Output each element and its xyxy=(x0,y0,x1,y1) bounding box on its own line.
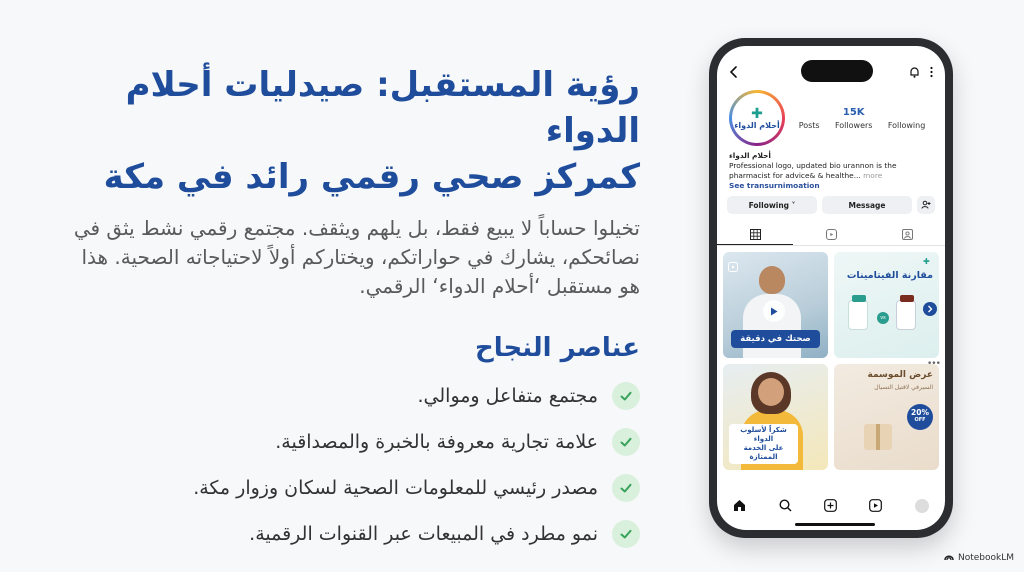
woman-illustration-face xyxy=(758,378,784,406)
post-customer-testimonial[interactable] xyxy=(723,364,828,470)
success-factor-text: مصدر رئيسي للمعلومات الصحية لسكان وزوار مكة. xyxy=(193,477,598,499)
instagram-profile-screen xyxy=(717,46,945,530)
post-subtitle: السيرفي لاقتيل التسيال xyxy=(874,384,933,391)
profile-stats xyxy=(791,107,933,130)
title-line-1: رؤية المستقبل: صيدليات أحلام الدواء xyxy=(125,65,640,151)
success-factor-text: نمو مطرد في المبيعات عبر القنوات الرقمية. xyxy=(249,523,598,545)
stat-following[interactable] xyxy=(888,107,925,130)
discount-label: OFF xyxy=(914,417,926,423)
success-factor-item xyxy=(60,419,640,465)
stat-following-label: Following xyxy=(887,120,926,130)
post-caption: صحتك في دقيقة xyxy=(731,330,820,348)
bio-link[interactable]: See transurnimoation xyxy=(729,181,820,190)
home-indicator xyxy=(795,523,875,526)
success-factor-item xyxy=(60,511,640,557)
pharmacy-cross-icon: ✚ xyxy=(751,105,763,122)
doctor-illustration-head xyxy=(759,266,785,294)
vs-badge: vs xyxy=(877,312,889,324)
add-user-icon xyxy=(921,200,931,211)
profile-topbar xyxy=(729,64,933,80)
grid-icon xyxy=(750,225,761,244)
stat-posts-label: Posts xyxy=(798,120,820,130)
post-title: عرض الموسمة xyxy=(867,370,933,380)
profile-header xyxy=(729,90,933,146)
success-factor-text: علامة تجارية معروفة بالخبرة والمصداقية. xyxy=(275,431,598,453)
vitamin-bottle-icon xyxy=(896,300,916,330)
watermark-text: NotebookLM xyxy=(957,553,1014,563)
section-title: عناصر النجاح xyxy=(474,333,640,363)
stat-following-value xyxy=(888,107,925,121)
tab-reels[interactable] xyxy=(793,224,869,245)
posts-grid xyxy=(723,252,939,470)
tagged-icon xyxy=(902,225,913,244)
profile-tabs xyxy=(717,224,945,246)
discount-value: 20% xyxy=(911,408,929,417)
post-seasonal-offer[interactable] xyxy=(834,364,939,470)
check-icon xyxy=(612,428,640,456)
success-factors-list xyxy=(60,373,640,557)
profile-nav-avatar[interactable] xyxy=(915,499,929,513)
notebooklm-watermark xyxy=(944,552,1014,564)
slide-text-panel xyxy=(60,62,640,557)
avatar-logo-text: أحلام الدواء xyxy=(734,120,780,130)
play-icon[interactable] xyxy=(763,300,785,322)
success-factor-item xyxy=(60,465,640,511)
more-icon[interactable] xyxy=(930,63,933,82)
post-caption-line-2: على الخدمة الممتازة xyxy=(743,444,784,461)
avatar-logo xyxy=(732,93,782,143)
profile-bio xyxy=(729,151,935,191)
slide-title xyxy=(60,62,640,200)
bio-line-2: pharmacist for advice& & healthe... xyxy=(729,171,861,180)
bio-line-1: Professional logo, updated bio urannon is the xyxy=(729,161,897,170)
post-caption xyxy=(729,424,798,464)
profile-actions xyxy=(727,196,935,214)
following-button[interactable]: Following ˅ xyxy=(727,196,817,214)
discount-badge xyxy=(907,404,933,430)
phone-mockup xyxy=(709,38,953,538)
success-factor-text: مجتمع متفاعل وموالي. xyxy=(417,385,598,407)
avatar[interactable] xyxy=(729,90,785,146)
vitamin-bottle-icon xyxy=(848,300,868,330)
post-title: مقارنة الفيتامينات xyxy=(846,270,933,281)
post-doctor-reel[interactable] xyxy=(723,252,828,358)
add-icon[interactable] xyxy=(824,497,837,516)
check-icon xyxy=(612,382,640,410)
carousel-next-icon[interactable] xyxy=(923,302,937,316)
stat-posts-value xyxy=(799,107,820,121)
bio-name: أحلام الدواء xyxy=(729,151,771,160)
check-icon xyxy=(612,474,640,502)
back-icon[interactable] xyxy=(729,63,739,82)
bell-icon[interactable] xyxy=(909,63,920,82)
pharmacy-logo-icon: ✚ xyxy=(923,257,930,266)
home-icon[interactable] xyxy=(733,497,746,516)
reel-icon xyxy=(728,257,738,276)
intro-paragraph: تخيلوا حساباً لا يبيع فقط، بل يلهم ويثقف. مجتمع رقمي نشط يثق في نصائحكم، يشارك في حواراتكم، ويختاركم أولاً لاحتياجاته الصحية. هذا هو مستقبل ‘أحلام الدواء‘ الرقمي. xyxy=(73,216,640,298)
post-vitamin-comparison[interactable] xyxy=(834,252,939,358)
success-factor-item xyxy=(60,373,640,419)
check-icon xyxy=(612,520,640,548)
tab-posts-grid[interactable] xyxy=(717,224,793,245)
bio-more-link[interactable]: more xyxy=(863,171,883,180)
title-line-2: كمركز صحي رقمي رائد في مكة xyxy=(103,157,640,197)
reels-icon xyxy=(826,225,837,244)
post-caption-line-1: شكراً لأسلوب الدواء xyxy=(740,426,787,443)
add-user-button[interactable] xyxy=(917,196,935,214)
bottom-navigation xyxy=(717,494,945,518)
gift-box-icon xyxy=(864,424,892,450)
notebooklm-logo-icon xyxy=(944,552,954,564)
stat-followers[interactable] xyxy=(835,107,872,130)
search-icon[interactable] xyxy=(779,497,792,516)
stat-followers-value: 15K xyxy=(842,106,865,118)
tab-tagged[interactable] xyxy=(869,224,945,245)
reels-nav-icon[interactable] xyxy=(869,497,882,516)
more-dots-icon[interactable]: ••• xyxy=(927,359,940,369)
stat-posts[interactable] xyxy=(799,107,820,130)
message-button[interactable]: Message xyxy=(822,196,912,214)
stat-followers-label: Followers xyxy=(834,120,873,130)
